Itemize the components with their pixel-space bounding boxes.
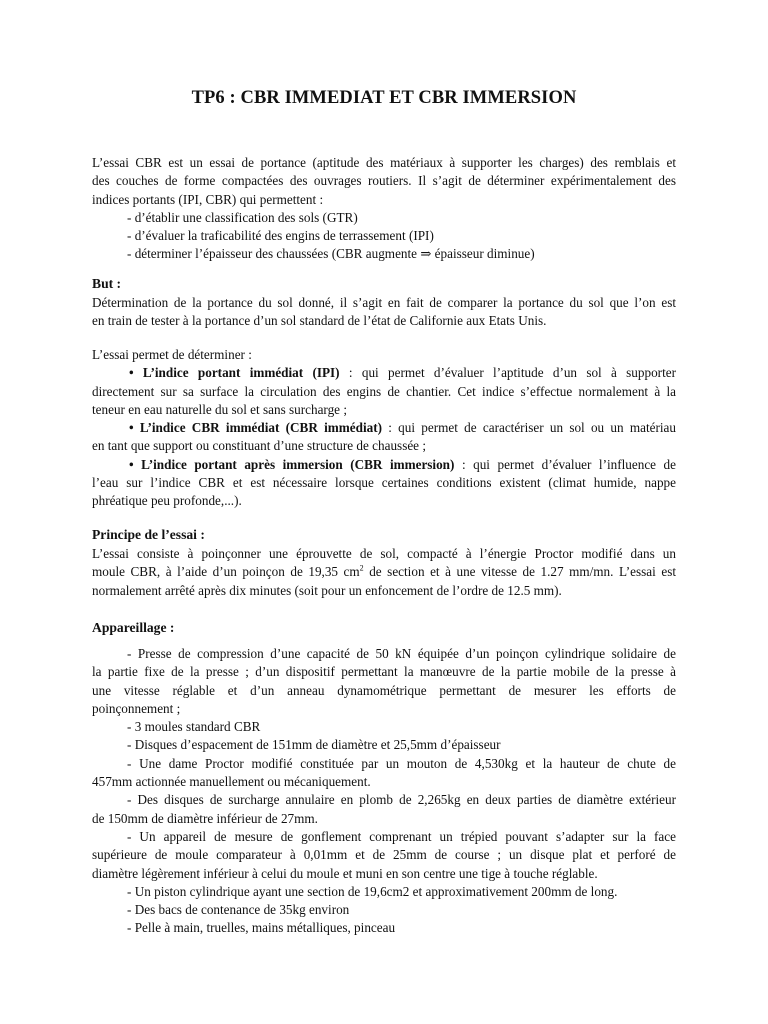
principe-line: L’essai consiste à poinçonner une éprouvette de sol, compacté à l’énergie Proctor modifié dans un [92,546,676,561]
principe-line [92,563,676,581]
disques-item: - Disques d’espacement de 151mm de diamètre et 25,5mm d’épaisseur [127,737,501,753]
bullet-cbr-immersion-text: : qui permet d’évaluer l’influence de [454,456,677,472]
principe-paragraph [92,545,676,600]
bullet-ipi-term: • L’indice portant immédiat (IPI) [129,365,340,381]
surcharge-line: - Des disques de surcharge annulaire en plomb de 2,265kg en deux parties de diamètre extérieur [127,792,676,808]
bullet-ipi-line: teneur en eau naturelle du sol et sans surcharge ; [92,401,347,417]
bullet-cbr-immersion [92,456,676,474]
intro-list-item: - d’établir une classification des sols (GTR) [127,209,358,225]
intro-paragraph [92,154,676,264]
principe-superscript: 2 [359,563,364,573]
but-line: en train de tester à la portance d’un sol standard de l’état de Californie aux Etats Unis. [92,313,547,329]
intro-line: indices portants (IPI, CBR) qui permettent : [92,191,324,207]
bullet-cbr-immersion-line: l’eau sur l’indice CBR et est nécessaire lorsque certaines conditions existent (climat humide, nappe [92,475,676,491]
presse-line: - Presse de compression d’une capacité de 50 kN équipée d’un poinçon cylindrique solidaire de [127,646,676,661]
surcharge-line: de 150mm de diamètre inférieur de 27mm. [92,810,318,826]
intro-list-item: - déterminer l’épaisseur des chaussées (CBR augmente ⇒ épaisseur diminue) [127,246,535,262]
presse-line: poinçonnement ; [92,700,181,716]
presse-line: une vitesse réglable et d’un anneau dynamométrique permettant de mesurer les efforts de [92,682,676,698]
bullet-cbr-immediat [92,419,676,437]
bullet-cbr-immediat-line: en tant que support ou constituant d’une structure de chaussée ; [92,438,426,454]
dame-line: 457mm actionnée manuellement ou mécaniquement. [92,774,371,790]
bacs-item: - Des bacs de contenance de 35kg environ [127,902,350,918]
page-title: TP6 : CBR IMMEDIAT ET CBR IMMERSION [191,88,577,108]
gonflement-line: - Un appareil de mesure de gonflement comprenant un trépied pouvant s’adapter sur la face [127,828,676,844]
intro-line: des couches de forme compactées des ouvrages routiers. Il s’agit de déterminer expérimentalement des [92,173,676,189]
dame-line: - Une dame Proctor modifié constituée par un mouton de 4,530kg et la hauteur de chute de [127,755,676,771]
bullet-ipi-text: : qui permet d’évaluer l’aptitude d’un sol à supporter [339,365,676,381]
but-paragraph [92,294,676,331]
bullet-ipi-line: directement sur sa surface la circulation des engins de chantier. Cet indice s’effectue normalement à la [92,383,676,399]
bullet-cbr-immediat-text: : qui permet de caractériser un sol ou un matériau [382,420,676,436]
principe-line2-end: de section et à une vitesse de 1.27 mm/mn. L’essai est [363,564,676,580]
principe-line2-start: moule CBR, à l’aide d’un poinçon de 19,35 cm [92,564,360,580]
section-heading-but: But : [92,276,122,291]
gonflement-line: supérieure de moule comparateur à 0,01mm et de 25mm de course ; un disque plat et perforé de [92,847,676,863]
bullet-ipi [92,364,676,382]
section-heading-principe: Principe de l’essai : [92,527,205,542]
gonflement-line: diamètre légèrement inférieur à celui du moule et muni en son centre une tige à touche réglable. [92,865,598,881]
appareillage-list [92,645,676,938]
intro-line: L’essai CBR est un essai de portance (aptitude des matériaux à supporter les charges) des remblais et [92,155,676,170]
presse-line: la partie fixe de la presse ; d’un dispositif permettant la manœuvre de la partie mobile de la presse à [92,664,676,680]
permet-paragraph [92,346,676,511]
permet-intro: L’essai permet de déterminer : [92,347,252,362]
piston-item: - Un piston cylindrique ayant une section de 19,6cm2 et approximativement 200mm de long. [127,883,618,899]
bullet-cbr-immersion-term: • L’indice portant après immersion (CBR immersion) [129,456,455,472]
section-heading-appareillage: Appareillage : [92,620,175,635]
bullet-cbr-immersion-line: phréatique peu profonde,...). [92,493,242,509]
pelle-item: - Pelle à main, truelles, mains métalliques, pinceau [127,920,396,936]
bullet-cbr-immediat-term: • L’indice CBR immédiat (CBR immédiat) [129,420,382,436]
but-line: Détermination de la portance du sol donné, il s’agit en fait de comparer la portance du sol que l’on est [92,295,676,310]
moules-item: - 3 moules standard CBR [127,719,261,735]
principe-line: normalement arrêté après dix minutes (soit pour un enfoncement de l’ordre de 12.5 mm). [92,582,562,598]
intro-list-item: - d’évaluer la traficabilité des engins de terrassement (IPI) [127,228,434,244]
